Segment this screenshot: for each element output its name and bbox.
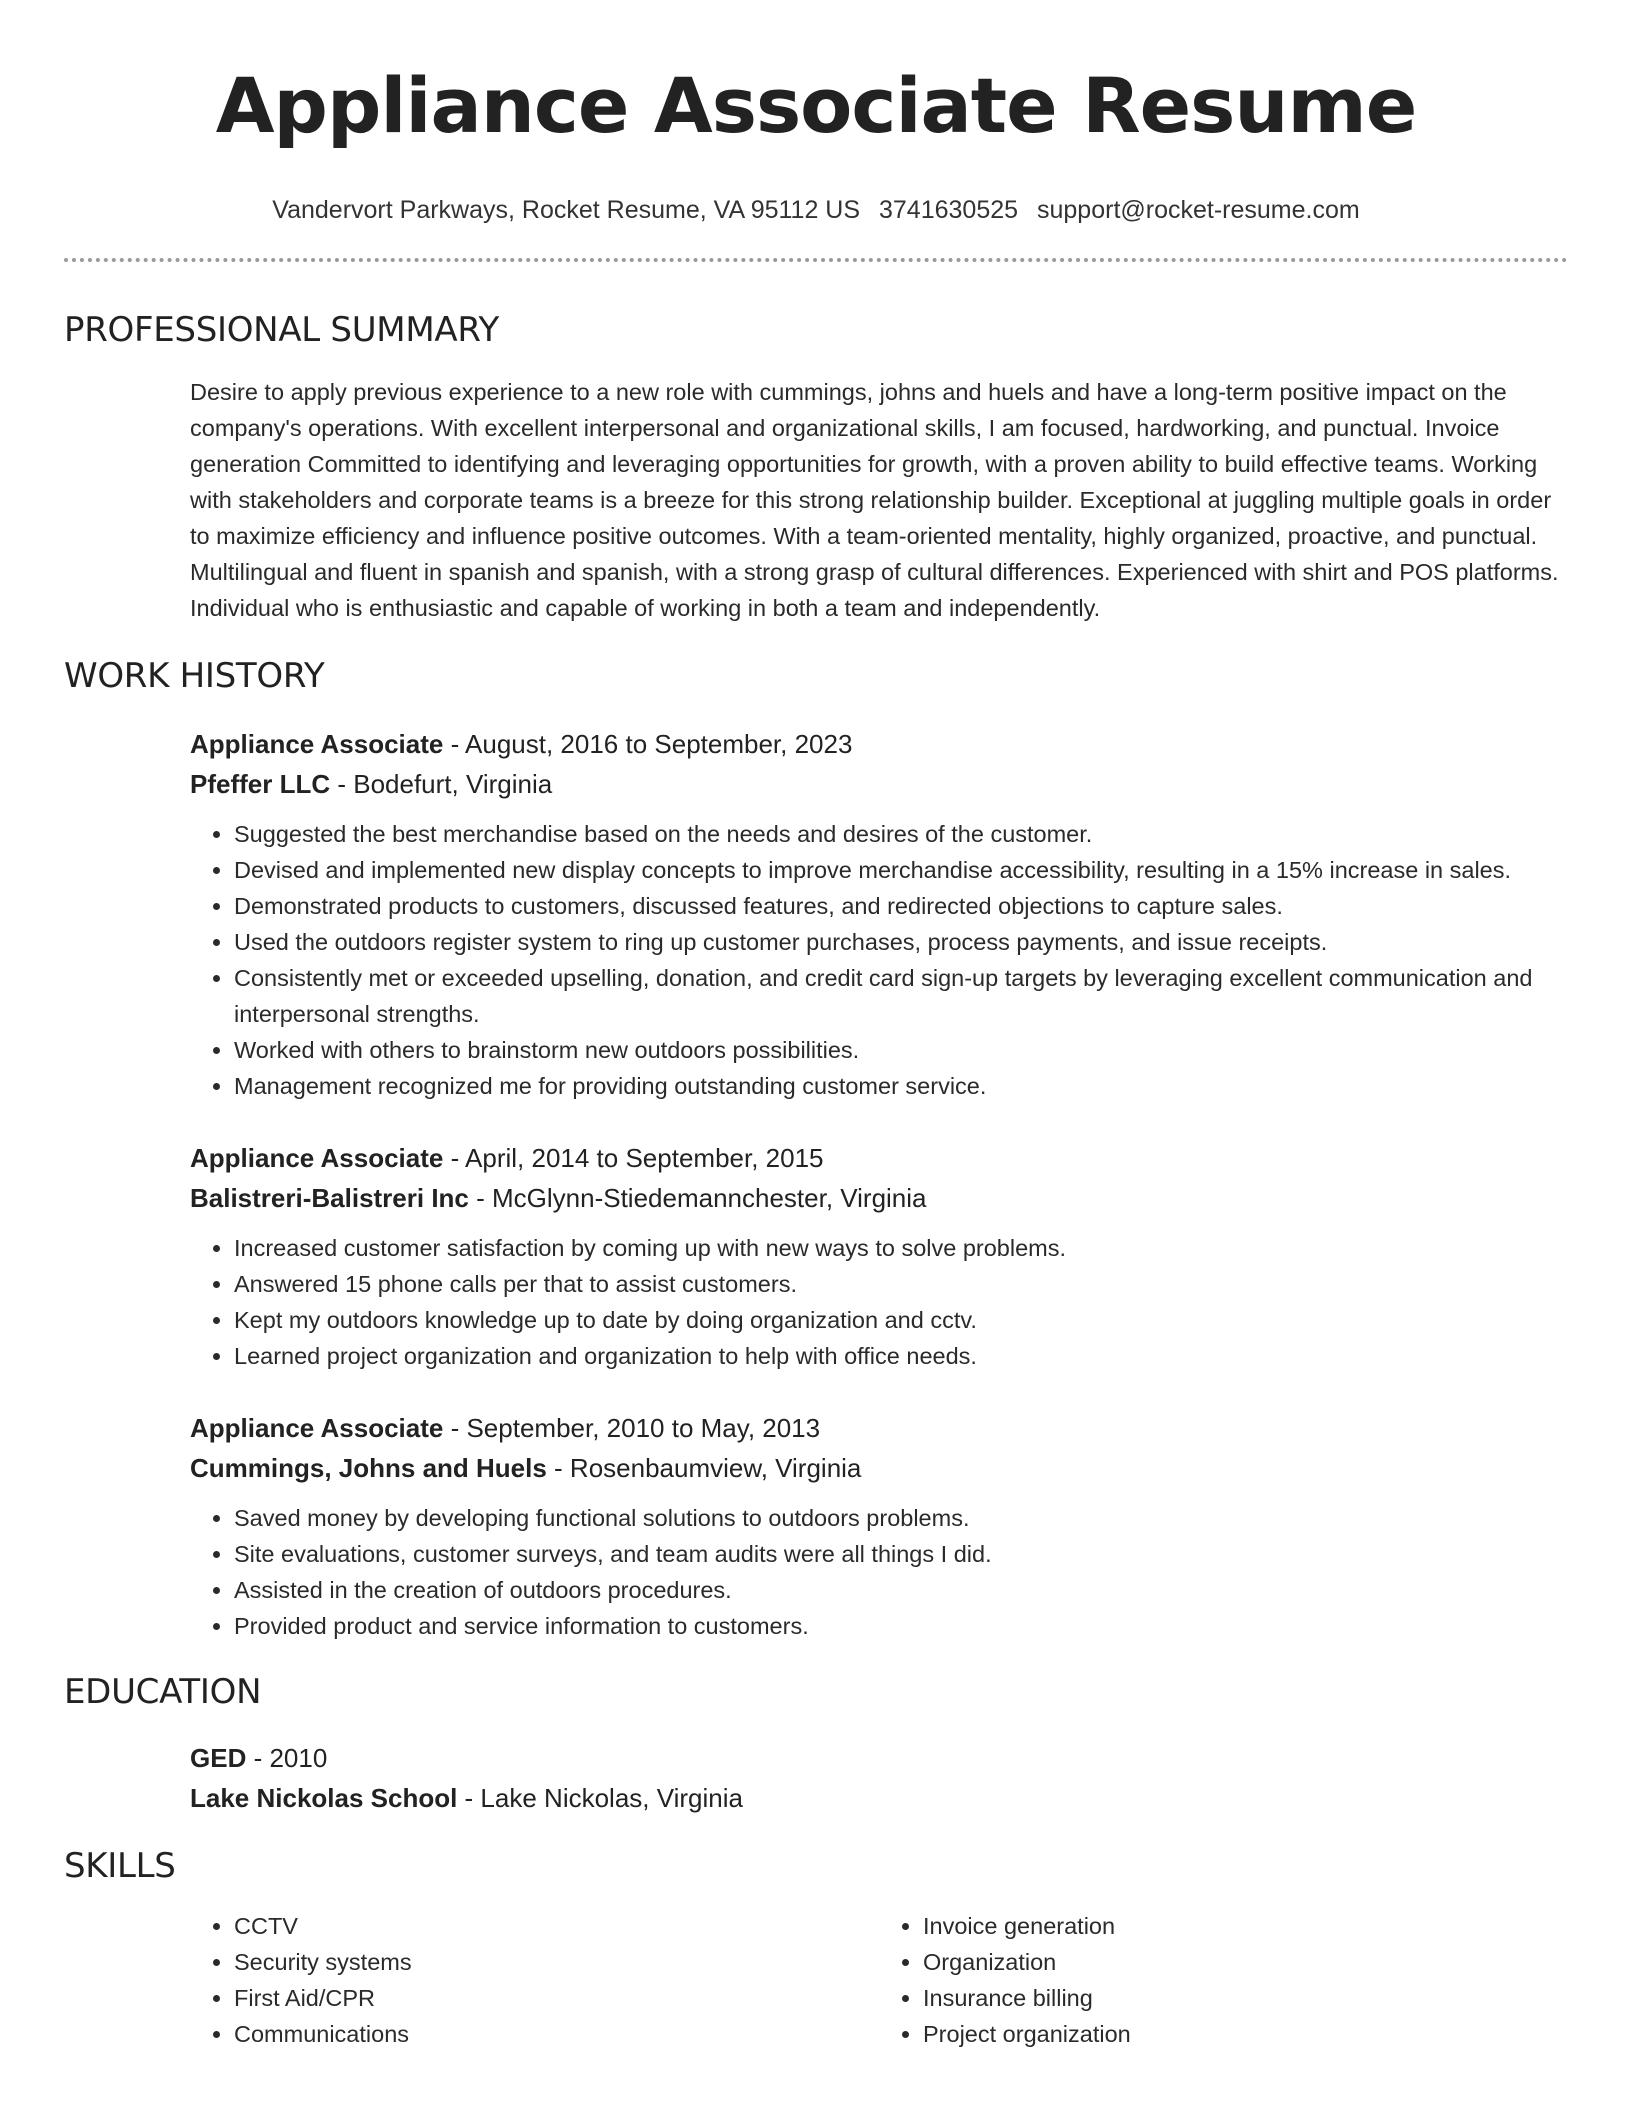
job-bullet: • Kept my outdoors knowledge up to date by doing organization and cctv. [234,1302,1568,1338]
section-heading-work: WORK HISTORY [64,656,325,696]
skill-item: • First Aid/CPR [234,1980,879,2016]
contact-address: Vandervort Parkways, Rocket Resume, VA 95112 US [272,196,861,224]
job-entry [64,724,1568,1104]
job-bullet: • Suggested the best merchandise based on the needs and desires of the customer. [234,816,1568,852]
education-school: Lake Nickolas School [190,1783,458,1813]
job-bullet: • Learned project organization and organization to help with office needs. [234,1338,1568,1374]
job-title-line [190,1138,1568,1178]
summary-paragraph: Desire to apply previous experience to a new role with cummings, johns and huels and have a long-term positive impact on the company's operations. With excellent interpersonal and organizational skills, I am focused, hardworking, and punctual. Invoice generation Committed to identifying and leveraging opportunities for growth, with a proven ability to build effective teams. Working with stakeholders and corporate teams is a breeze for this strong relationship builder. Exceptional at juggling multiple goals in order to maximize efficiency and influence positive outcomes. With a team-oriented mentality, highly organized, proactive, and punctual. Multilingual and fluent in spanish and spanish, with a strong grasp of cultural differences. Experienced with shirt and POS platforms. Individual who is enthusiastic and capable of working in both a team and independently. [190,379,1559,621]
skills-grid [64,1908,1568,2052]
job-bullet: • Site evaluations, customer surveys, and team audits were all things I did. [234,1536,1568,1572]
job-entry [64,1408,1568,1644]
job-bullets [190,816,1568,1104]
skill-item: • Security systems [234,1944,879,1980]
section-professional-summary [64,308,1568,626]
contact-phone: 3741630525 [879,196,1019,224]
job-bullet: • Devised and implemented new display concepts to improve merchandise accessibility, resulting in a 15% increase in sales. [234,852,1568,888]
education-degree: GED [190,1743,247,1773]
job-location: - Bodefurt, Virginia [330,769,553,799]
education-degree-line [190,1738,1568,1778]
job-bullets [190,1230,1568,1374]
contact-line [64,194,1568,226]
job-company: Pfeffer LLC [190,769,331,799]
skill-item: • CCTV [234,1908,879,1944]
skill-item: • Organization [923,1944,1568,1980]
education-year: - 2010 [246,1743,328,1773]
section-heading-skills: SKILLS [64,1846,176,1886]
contact-email[interactable]: support@rocket-resume.com [1037,196,1360,224]
job-bullet: • Provided product and service information to customers. [234,1608,1568,1644]
job-bullet: • Used the outdoors register system to ring up customer purchases, process payments, and issue receipts. [234,924,1568,960]
skills-column-right [879,1908,1568,2052]
job-bullet: • Consistently met or exceeded upselling, donation, and credit card sign-up targets by leveraging excellent communication and interpersonal strengths. [234,960,1568,1032]
job-company: Cummings, Johns and Huels [190,1453,547,1483]
education-school-line [190,1778,1568,1818]
skills-column-left [190,1908,879,2052]
section-heading-summary: PROFESSIONAL SUMMARY [64,310,499,350]
job-bullets [190,1500,1568,1644]
job-bullet: • Assisted in the creation of outdoors procedures. [234,1572,1568,1608]
resume-title: Appliance Associate Resume [215,61,1417,150]
section-work-history [64,654,1568,1644]
section-heading-education: EDUCATION [64,1672,262,1712]
job-company-line [190,1178,1568,1218]
job-bullet: • Worked with others to brainstorm new outdoors possibilities. [234,1032,1568,1068]
skill-item: • Project organization [923,2016,1568,2052]
education-entry [64,1738,1568,1818]
job-bullet: • Answered 15 phone calls per that to assist customers. [234,1266,1568,1302]
job-dates: - August, 2016 to September, 2023 [443,729,853,759]
job-bullet: • Increased customer satisfaction by coming up with new ways to solve problems. [234,1230,1568,1266]
job-location: - Rosenbaumview, Virginia [546,1453,862,1483]
section-skills [64,1844,1568,2052]
job-company-line [190,1448,1568,1488]
skill-item: • Invoice generation [923,1908,1568,1944]
header-divider [64,258,1568,262]
job-dates: - April, 2014 to September, 2015 [443,1143,824,1173]
job-bullet: • Management recognized me for providing outstanding customer service. [234,1068,1568,1104]
skill-item: • Insurance billing [923,1980,1568,2016]
job-title-line [190,1408,1568,1448]
section-education [64,1670,1568,1818]
education-location: - Lake Nickolas, Virginia [457,1783,743,1813]
job-bullet: • Saved money by developing functional solutions to outdoors problems. [234,1500,1568,1536]
skill-item: • Communications [234,2016,879,2052]
job-entry [64,1138,1568,1374]
job-location: - McGlynn-Stiedemannchester, Virginia [468,1183,927,1213]
job-bullet: • Demonstrated products to customers, discussed features, and redirected objections to capture sales. [234,888,1568,924]
job-title-line [190,724,1568,764]
job-title: Appliance Associate [190,1143,444,1173]
job-dates: - September, 2010 to May, 2013 [443,1413,821,1443]
job-title: Appliance Associate [190,1413,444,1443]
job-title: Appliance Associate [190,729,444,759]
job-company-line [190,764,1568,804]
job-company: Balistreri-Balistreri Inc [190,1183,469,1213]
